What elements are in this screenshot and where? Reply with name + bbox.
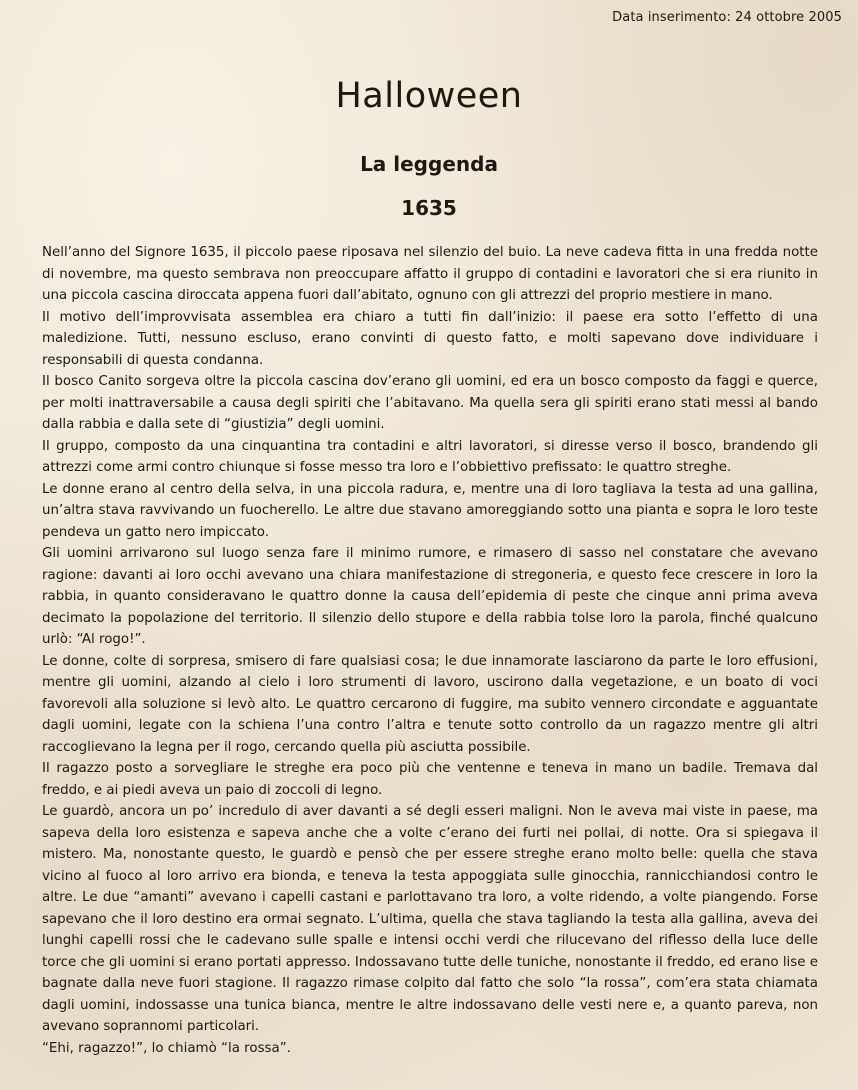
story-body xyxy=(42,242,818,1059)
page-subtitle: La leggenda xyxy=(360,152,498,176)
story-paragraph: Nell’anno del Signore 1635, il piccolo paese riposava nel silenzio del buio. La neve cadeva fitta in una fredda notte di novembre, ma questo sembrava non preoccupare affatto il gruppo di contadini e lavoratori che si era riunito in una piccola cascina diroccata appena fuori dall’abitato, ognuno con gli attrezzi del proprio mestiere in mano. xyxy=(42,245,818,303)
story-paragraph: Gli uomini arrivarono sul luogo senza fare il minimo rumore, e rimasero di sasso nel constatare che avevano ragione: davanti ai loro occhi avevano una chiara manifestazione di stregoneria, e questo fece crescere in loro la rabbia, in quanto consideravano le quattro donne la causa dell’epidemia di peste che cinque anni prima aveva decimato la popolazione del territorio. Il silenzio dello stupore e della rabbia tolse loro la parola, finché qualcuno urlò: “Al rogo!”. xyxy=(42,546,818,647)
story-paragraph: Le donne erano al centro della selva, in una piccola radura, e, mentre una di loro tagliava la testa ad una gallina, un’altra stava ravvivando un fuocherello. Le altre due stavano amoreggiando sotto una pianta e sopra le loro teste pendeva un gatto nero impiccato. xyxy=(42,481,818,540)
date-inserted: Data inserimento: 24 ottobre 2005 xyxy=(612,10,842,25)
page-title: Halloween xyxy=(335,76,523,116)
story-year: 1635 xyxy=(401,196,457,220)
story-paragraph: Il gruppo, composto da una cinquantina tra contadini e altri lavoratori, si diresse verso il bosco, brandendo gli attrezzi come armi contro chiunque si fosse messo tra loro e l’obbiettivo prefissato: le quattro streghe. xyxy=(42,438,818,475)
story-paragraph: Le guardò, ancora un po’ incredulo di aver davanti a sé degli esseri maligni. Non le aveva mai viste in paese, ma sapeva della loro esistenza e sapeva anche che a volte c’erano dei furti nei pollai, di notte. Ora si spiegava il mistero. Ma, nonostante questo, le guardò e pensò che per essere streghe erano molto belle: quella che stava vicino al fuoco al loro arrivo era bionda, e teneva la testa appoggiata sulle ginocchia, rannicchiandosi contro le altre. Le due “amanti” avevano i capelli castani e parlottavano tra loro, a volte ridendo, a volte piangendo. Forse sapevano che il loro destino era ormai segnato. L’ultima, quella che stava tagliando la testa alla gallina, aveva dei lunghi capelli rossi che le cadevano sulle spalle e intensi occhi verdi che rilucevano del riflesso della luce delle torce che gli uomini si erano portati appresso. Indossavano tutte delle tuniche, nonostante il freddo, ed erano lise e bagnate dalla neve fuori stagione. Il ragazzo rimase colpito dal fatto che solo “la rossa”, com’era stata chiamata dagli uomini, indossasse una tunica bianca, mentre le altre indossavano delle vesti nere e, a quanto pareva, non avevano soprannomi particolari. xyxy=(42,804,818,1034)
story-paragraph: “Ehi, ragazzo!”, lo chiamò “la rossa”. xyxy=(42,1040,291,1056)
story-paragraph: Il ragazzo posto a sorvegliare le streghe era poco più che ventenne e teneva in mano un badile. Tremava dal freddo, e ai piedi aveva un paio di zoccoli di legno. xyxy=(42,761,818,798)
story-paragraph: Il bosco Canito sorgeva oltre la piccola cascina dov’erano gli uomini, ed era un bosco composto da faggi e querce, per molti inattraversabile a causa degli spiriti che l’abitavano. Ma quella sera gli spiriti erano stati messi al bando dalla rabbia e dalla sete di “giustizia” degli uomini. xyxy=(42,374,818,432)
story-paragraph: Il motivo dell’improvvisata assemblea era chiaro a tutti fin dall’inizio: il paese era sotto l’effetto di una maledizione. Tutti, nessuno escluso, erano convinti di questo fatto, e molti sapevano dove individuare i responsabili di questa condanna. xyxy=(42,309,818,368)
story-paragraph: Le donne, colte di sorpresa, smisero di fare qualsiasi cosa; le due innamorate lasciarono da parte le loro effusioni, mentre gli uomini, alzando al cielo i loro strumenti di lavoro, uscirono dalla vegetazione, e un boato di voci favorevoli alla soluzione si levò alto. Le quattro cercarono di fuggire, ma subito vennero circondate e agguantate dagli uomini, legate con la schiena l’una contro l’altra e tenute sotto controllo da un ragazzo mentre gli altri raccoglievano la legna per il rogo, cercando quella più asciutta possibile. xyxy=(42,653,818,755)
